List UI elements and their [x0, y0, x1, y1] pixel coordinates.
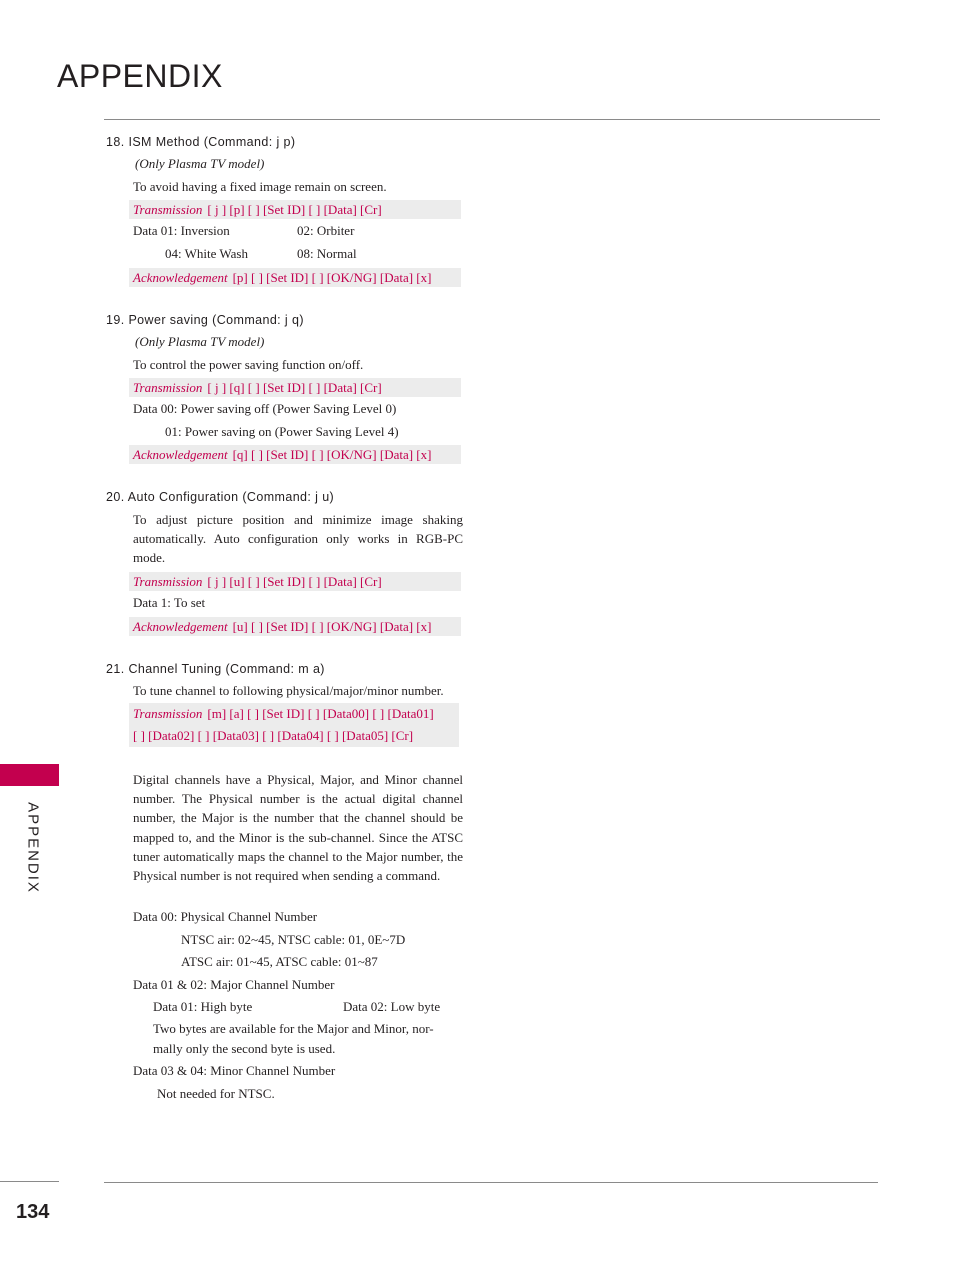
section-21-low-byte: Data 02: Low byte	[343, 999, 441, 1014]
section-18-data-inversion: Data 01: Inversion	[133, 223, 230, 238]
section-18-acknowledgement	[129, 268, 461, 287]
section-19-heading: 19. Power saving (Command: j q)	[106, 313, 304, 327]
transmission-label: Transmission	[133, 202, 203, 217]
section-21-not-needed: Not needed for NTSC.	[157, 1086, 275, 1101]
section-19-data-off: Data 00: Power saving off (Power Saving Level 0)	[133, 401, 397, 416]
section-21-high-byte: Data 01: High byte	[153, 999, 253, 1014]
section-19-acknowledgement	[129, 445, 461, 464]
section-18-data-normal: 08: Normal	[297, 246, 357, 261]
section-20-data-set: Data 1: To set	[133, 595, 206, 610]
section-21-two-bytes-line1: Two bytes are available for the Major and Minor, nor-	[153, 1021, 434, 1036]
transmission-code: [ j ] [q] [ ] [Set ID] [ ] [Data] [Cr]	[207, 380, 382, 395]
acknowledgement-code: [q] [ ] [Set ID] [ ] [OK/NG] [Data] [x]	[232, 447, 432, 462]
bottom-divider-left	[0, 1181, 59, 1182]
transmission-code-line1: [m] [a] [ ] [Set ID] [ ] [Data00] [ ] [Data01]	[207, 706, 434, 721]
bottom-divider	[104, 1182, 878, 1183]
section-21-atsc-range: ATSC air: 01~45, ATSC cable: 01~87	[181, 954, 378, 969]
side-section-label: APPENDIX	[24, 802, 42, 894]
acknowledgement-label: Acknowledgement	[133, 447, 228, 462]
section-20-transmission	[129, 572, 461, 591]
acknowledgement-label: Acknowledgement	[133, 270, 228, 285]
section-20-acknowledgement	[129, 617, 461, 636]
section-21-heading: 21. Channel Tuning (Command: m a)	[106, 662, 325, 676]
transmission-code: [ j ] [u] [ ] [Set ID] [ ] [Data] [Cr]	[207, 574, 382, 589]
transmission-label: Transmission	[133, 574, 203, 589]
section-19-transmission	[129, 378, 461, 397]
acknowledgement-code: [p] [ ] [Set ID] [ ] [OK/NG] [Data] [x]	[232, 270, 432, 285]
side-tab-marker	[0, 764, 59, 786]
section-19-data-on: 01: Power saving on (Power Saving Level 4)	[165, 424, 399, 439]
section-18-transmission	[129, 200, 461, 219]
top-divider	[104, 119, 880, 120]
section-18-heading: 18. ISM Method (Command: j p)	[106, 135, 296, 149]
transmission-label: Transmission	[133, 706, 203, 721]
transmission-code-line2: [ ] [Data02] [ ] [Data03] [ ] [Data04] [ ] [Data05] [Cr]	[133, 728, 414, 743]
section-21-transmission	[129, 703, 459, 747]
section-18-data-orbiter: 02: Orbiter	[297, 223, 355, 238]
section-21-data0102: Data 01 & 02: Major Channel Number	[133, 977, 335, 992]
section-20-desc: To adjust picture position and minimize image shaking automatically. Auto configuration only works in RGB-PC mode.	[133, 512, 463, 566]
acknowledgement-code: [u] [ ] [Set ID] [ ] [OK/NG] [Data] [x]	[232, 619, 432, 634]
transmission-label: Transmission	[133, 380, 203, 395]
section-19-desc: To control the power saving function on/off.	[133, 357, 364, 372]
section-18-desc: To avoid having a fixed image remain on screen.	[133, 179, 387, 194]
section-21-body: Digital channels have a Physical, Major, and Minor channel number. The Physical number is the actual digital channel number, the Major is the number that the channel should be mapped to, and the Minor is the sub-channel. Since the ATSC tuner automatically maps the channel to the Major number, the Physical number is not required when sending a command.	[133, 772, 463, 884]
section-21-data00: Data 00: Physical Channel Number	[133, 909, 318, 924]
section-21-desc: To tune channel to following physical/major/minor number.	[133, 683, 444, 698]
section-20-heading: 20. Auto Configuration (Command: j u)	[106, 490, 335, 504]
section-21-ntsc-range: NTSC air: 02~45, NTSC cable: 01, 0E~7D	[181, 932, 406, 947]
section-18-note: (Only Plasma TV model)	[135, 156, 265, 171]
transmission-code: [ j ] [p] [ ] [Set ID] [ ] [Data] [Cr]	[207, 202, 382, 217]
section-18-data-white-wash: 04: White Wash	[165, 246, 248, 261]
acknowledgement-label: Acknowledgement	[133, 619, 228, 634]
section-21-two-bytes-line2: mally only the second byte is used.	[153, 1041, 336, 1056]
section-21-data0304: Data 03 & 04: Minor Channel Number	[133, 1063, 336, 1078]
page-number: 134	[16, 1201, 50, 1223]
page-title: APPENDIX	[57, 58, 223, 94]
section-19-note: (Only Plasma TV model)	[135, 334, 265, 349]
